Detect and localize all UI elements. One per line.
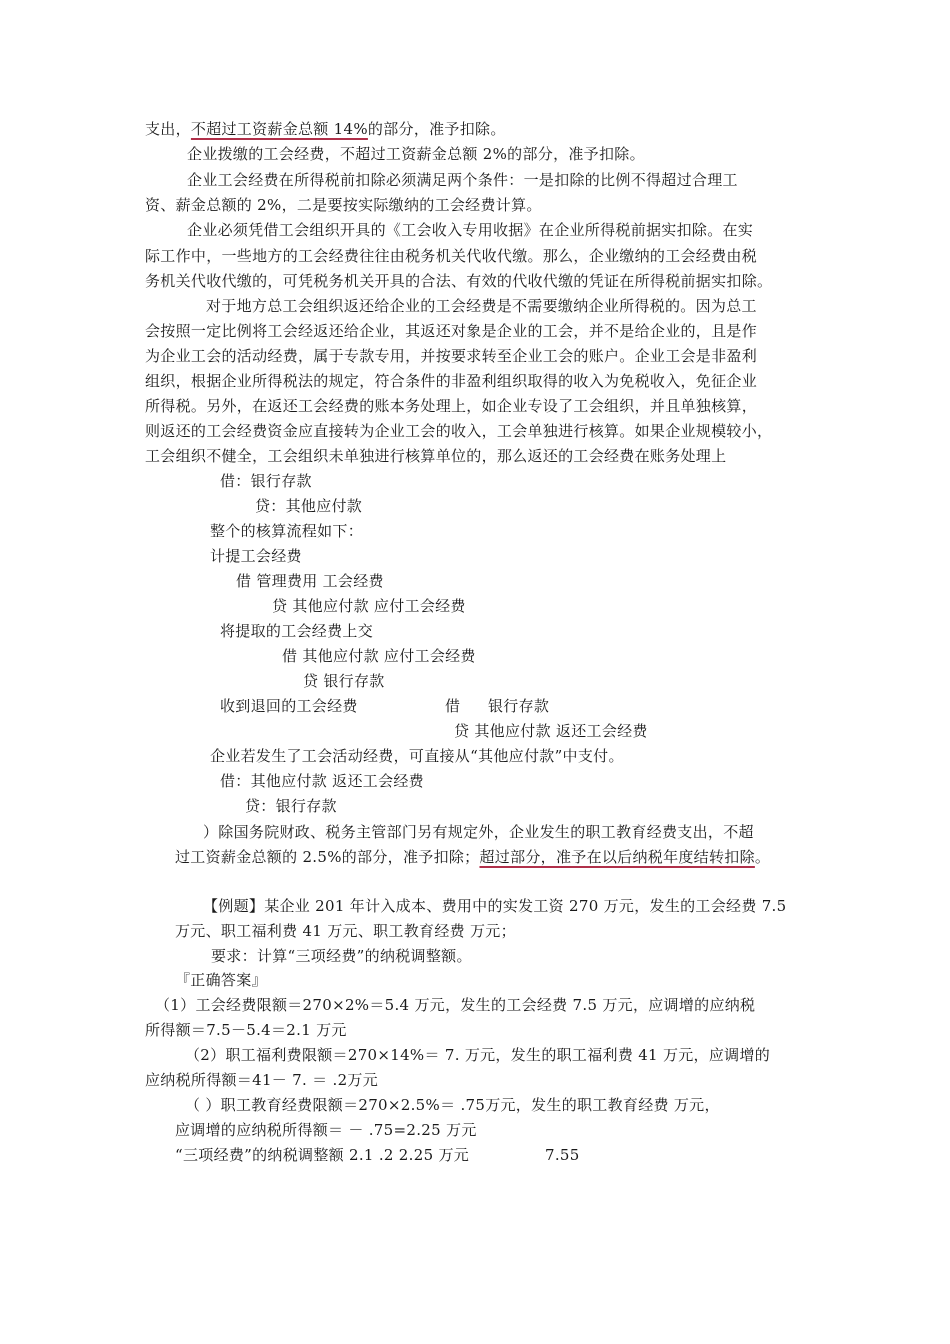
paragraph-line	[175, 847, 770, 867]
paragraph-line: 会按照一定比例将工会经返还给企业，其返还对象是企业的工会，并不是给企业的，且是作	[145, 322, 758, 340]
answer-line: 所得额＝7.5－5.4＝2.1 万元	[145, 1021, 347, 1039]
paragraph-line: 企业必须凭借工会组织开具的《工会收入专用收据》在企业所得税前据实扣除。在实	[187, 221, 754, 239]
paragraph-line: 际工作中，一些地方的工会经费往往由税务机关代收代缴。那么，企业缴纳的工会经费由税	[145, 247, 758, 265]
answer-line: 应调增的应纳税所得额＝ － .75=2.25 万元	[175, 1121, 477, 1139]
paragraph-line	[145, 119, 506, 139]
text-span: 支出，	[145, 120, 191, 138]
journal-entry-line: 贷 其他应付款 返还工会经费	[454, 722, 648, 740]
paragraph-line: 则返还的工会经费资金应直接转为企业工会的收入，工会单独进行核算。如果企业规模较小，	[145, 422, 773, 440]
underlined-text: 超过部分，准予在以后纳税年度结转扣除	[479, 848, 755, 866]
example-line: 万元、职工福利费 41 万元、职工教育经费 万元；	[175, 922, 516, 940]
journal-entry-line: 借：其他应付款 返还工会经费	[220, 772, 424, 790]
paragraph-line: 所得税。另外，在返还工会经费的账本务处理上，如企业专设了工会组织，并且单独核算，	[145, 397, 758, 415]
answer-value: 7.55	[545, 1146, 580, 1164]
underlined-text: 不超过工资薪金总额 14%	[190, 120, 368, 138]
paragraph-line: 为企业工会的活动经费，属于专款专用，并按要求转至企业工会的账户。企业工会是非盈利	[145, 347, 758, 365]
paragraph-line: 企业若发生了工会活动经费，可直接从“其他应付款”中支付。	[210, 747, 624, 765]
journal-entry-line: 将提取的工会经费上交	[220, 622, 374, 640]
paragraph-line: 对于地方总工会组织返还给企业的工会经费是不需要缴纳企业所得税的。因为总工	[206, 297, 757, 315]
journal-entry-line: 贷 其他应付款 应付工会经费	[272, 597, 466, 615]
text-span: 。	[754, 848, 771, 866]
answer-line: （2）职工福利费限额＝270×14%＝ 7. 万元，发生的职工福利费 41 万元，应调增的	[185, 1046, 771, 1064]
text-span: 过工资薪金总额的 2.5%的部分，准予扣除；	[175, 848, 480, 866]
journal-entry-line: 借 其他应付款 应付工会经费	[282, 647, 476, 665]
journal-entry-line: 银行存款	[488, 697, 550, 715]
answer-line: （1）工会经费限额＝270×2%＝5.4 万元，发生的工会经费 7.5 万元，应调增的应纳税	[155, 996, 756, 1014]
journal-entry-line: 借	[445, 697, 461, 715]
answer-line: （ ）职工教育经费限额＝270×2.5%＝ .75万元，发生的职工教育经费 万元，	[185, 1096, 720, 1114]
paragraph-line: 务机关代收代缴的，可凭税务机关开具的合法、有效的代收代缴的凭证在所得税前据实扣除。	[145, 272, 773, 290]
example-line: 【例题】某企业 201 年计入成本、费用中的实发工资 270 万元，发生的工会经费 7.5	[203, 897, 787, 915]
answer-line: “三项经费”的纳税调整额 2.1 .2 2.25 万元	[175, 1146, 470, 1164]
paragraph-line: 整个的核算流程如下：	[210, 522, 364, 540]
journal-entry-line: 贷：其他应付款	[255, 497, 363, 515]
paragraph-line: 企业拨缴的工会经费，不超过工资薪金总额 2%的部分，准予扣除。	[187, 145, 645, 163]
journal-entry-line: 借：银行存款	[220, 472, 312, 490]
journal-entry-line: 贷 银行存款	[303, 672, 385, 690]
paragraph-line: 资、薪金总额的 2%，二是要按实际缴纳的工会经费计算。	[145, 196, 542, 214]
paragraph-line: ）除国务院财政、税务主管部门另有规定外，企业发生的职工教育经费支出，不超	[203, 823, 754, 841]
text-span: 的部分，准予扣除。	[367, 120, 506, 138]
answer-line: 应纳税所得额＝41－ 7. ＝ .2万元	[145, 1071, 379, 1089]
paragraph-line: 企业工会经费在所得税前扣除必须满足两个条件：一是扣除的比例不得超过合理工	[187, 171, 738, 189]
paragraph-line: 工会组织不健全，工会组织未单独进行核算单位的，那么返还的工会经费在账务处理上	[145, 447, 727, 465]
example-line: 要求：计算“三项经费”的纳税调整额。	[211, 947, 472, 965]
answer-heading: 『正确答案』	[175, 971, 267, 989]
journal-entry-line: 计提工会经费	[210, 547, 302, 565]
journal-entry-line: 收到退回的工会经费	[220, 697, 358, 715]
journal-entry-line: 借 管理费用 工会经费	[236, 572, 384, 590]
journal-entry-line: 贷：银行存款	[245, 797, 337, 815]
paragraph-line: 组织，根据企业所得税法的规定，符合条件的非盈利组织取得的收入为免税收入，免征企业	[145, 372, 758, 390]
